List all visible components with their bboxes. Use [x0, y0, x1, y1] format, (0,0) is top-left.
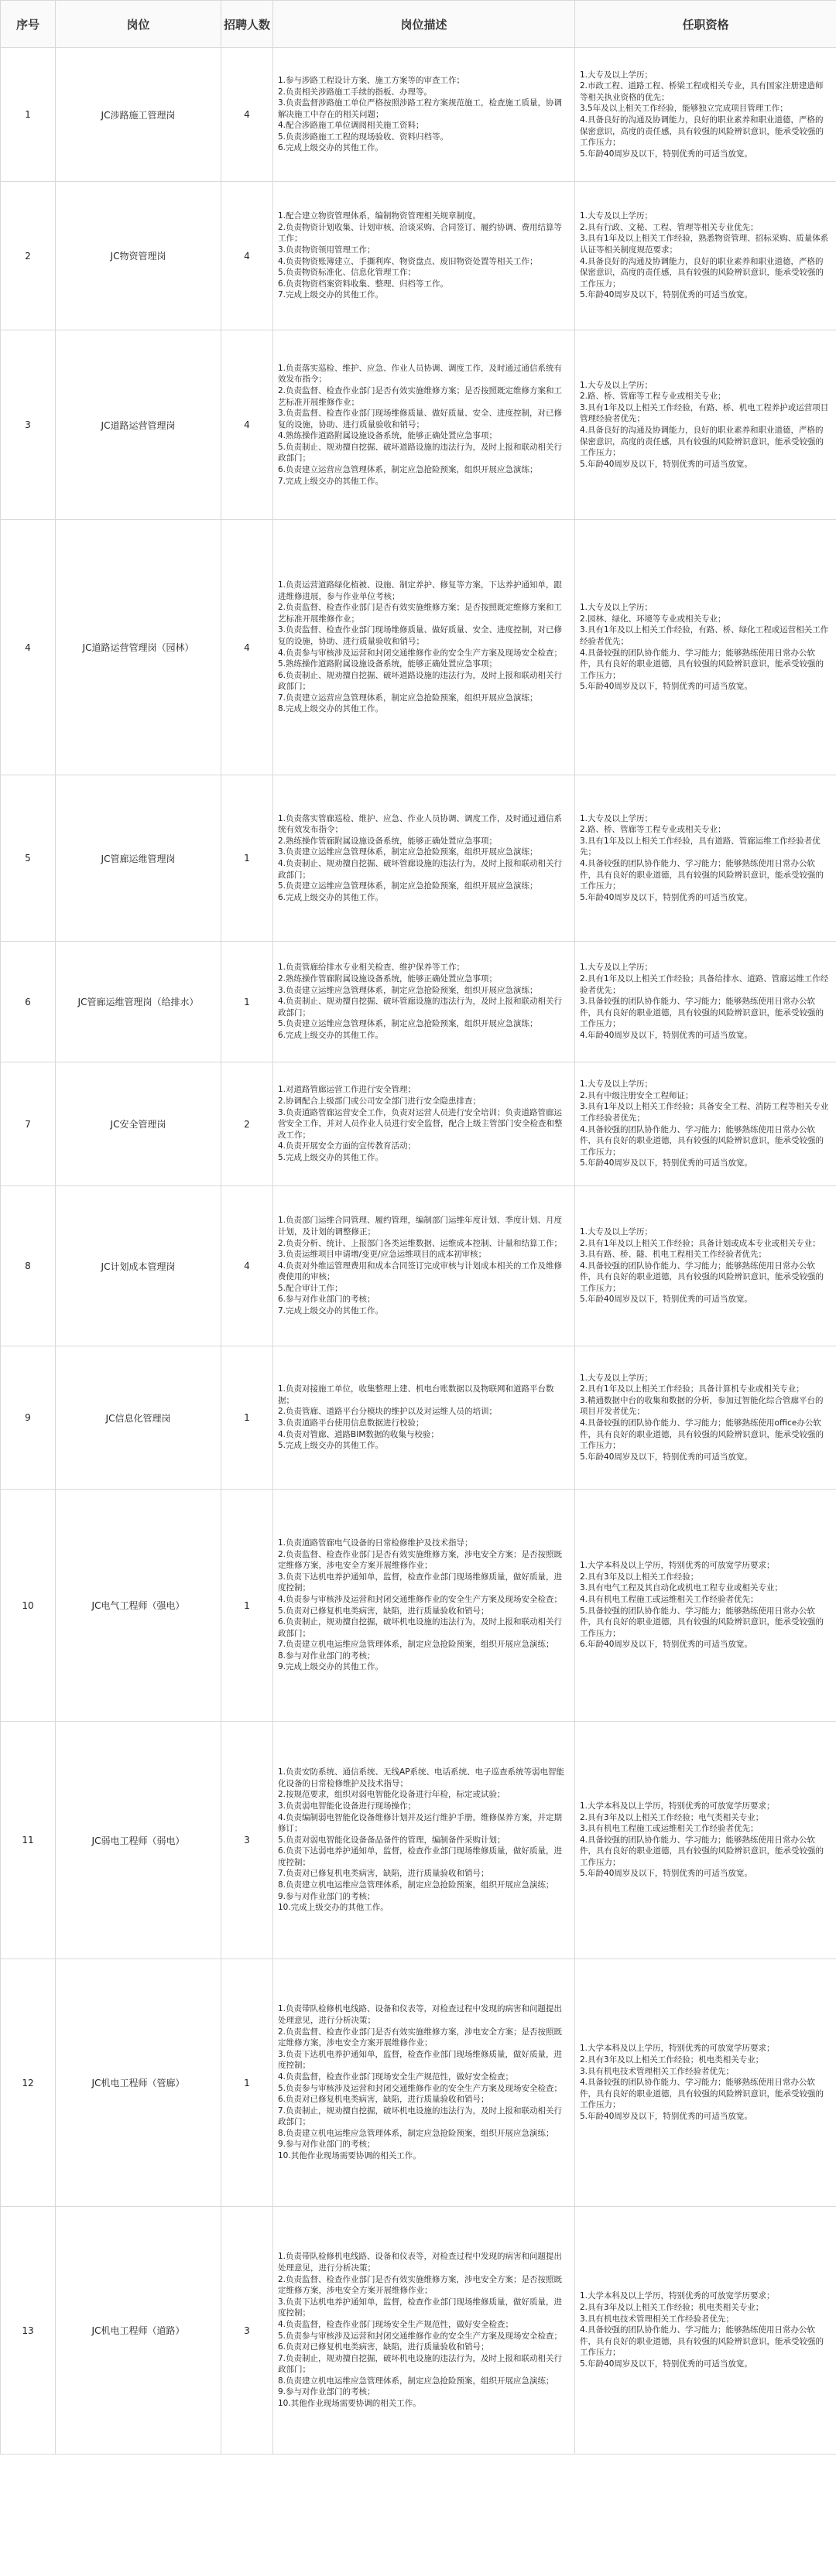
row-seq: 8	[1, 1186, 56, 1346]
row-seq: 10	[1, 1490, 56, 1722]
row-count: 4	[221, 520, 273, 775]
row-description: 1.负责落实管廊巡检、维护、应急、作业人员协调、调度工作，及时通过通信系统有效发布指令； 2.熟练操作管廊附属设施设备系统，能够正确处置应急事项； 3.负责建立运维应急管理体系，制定应急抢险预案，组织开展应急演练； 4.负责制止、规劝擅自挖掘、破坏管廊设施的违法行为，及时上报和联动相关行政部门； 5.负责建立运维应急管理体系，制定应急抢险预案，组织开展应急演练； 6.完成上级交办的其他工作。	[273, 775, 575, 942]
row-requirements: 1.大专及以上学历； 2.园林、绿化、环境等专业或相关专业； 3.具有1年及以上相关工作经验，有路、桥、绿化工程或运营相关工作经验者优先； 4.具备较强的团队协作能力、学习能力；能够熟练使用日常办公软件，具有良好的职业道德，具有较强的风险辨识意识，能承受较强的工作压力； 5.年龄40周岁及以下，特别优秀的可适当放宽。	[575, 520, 836, 775]
row-position: JC管廊运维管理岗	[56, 775, 221, 942]
row-requirements: 1.大学本科及以上学历，特别优秀的可放宽学历要求； 2.具有3年及以上相关工作经验；机电类相关专业； 3.具有机电技术管理相关工作经验者优先； 4.具备较强的团队协作能力、学习能力；能够熟练使用日常办公软件，具有良好的职业道德，具有较强的风险辨识意识，能承受较强的工作压力； 5.年龄40周岁及以下，特别优秀的可适当放宽。	[575, 2207, 836, 2455]
row-requirements: 1.大专及以上学历； 2.具有1年及以上相关工作经验；具备计算机专业或相关专业； 3.精通数据中台的收集和数据的分析，参加过智能化综合管廊平台的项目开发者优先； 4.具备较强的团队协作能力、学习能力；能够熟练使用office办公软件，具有良好的职业道德，具有较强的风险辨识意识，能承受较强的工作压力； 5.年龄40周岁及以下，特别优秀的可适当放宽。	[575, 1346, 836, 1490]
table-row	[1, 1959, 836, 2207]
row-description: 1.负责安防系统、通信系统、无线AP系统、电话系统、电子巡查系统等弱电智能化设备的日常检修维护及技术指导； 2.按规范要求，组织对弱电智能化设备进行年检，标定或试验； 3.负责弱电智能化设备进行现场操作； 4.负责编制弱电智能化设备维修计划并及运行维护手册，维修保养方案，并定期修订； 5.负责对弱电智能化设备备品备件的管理，编制备件采购计划； 6.负责下达弱电养护通知单，监督，检查作业部门现场维修质量，做好质量，进度控制； 7.负责对已修复机电类病害，缺陷，进行质量验收和销号； 8.负责建立机电运维应急管理体系，制定应急抢险预案，组织开展应急演练； 9.参与对作业部门的考核； 10.完成上级交办的其他工作。	[273, 1722, 575, 1959]
table-row	[1, 1490, 836, 1722]
row-position: JC电气工程师（强电）	[56, 1490, 221, 1722]
row-description: 1.负责运营道路绿化植被、设施、制定养护、修复等方案，下达养护通知单，跟进维修进展，参与作业单位考核； 2.负责监督、检查作业部门是否有效实施维修方案；是否按照既定维修方案和工艺标准开展维修作业； 3.负责监督、检查作业部门现场维修质量、做好质量、安全、进度控制，对已修复的设施，协助、进行质量验收和销号； 4.负责参与审核涉及运营和封闭交通维修作业的安全生产方案及现场安全检查； 5.熟练操作道路附属设施设备系统，能够正确处置应急事项； 6.负责制止、规劝擅自挖掘、破坏道路设施的违法行为，及时上报和联动相关行政部门； 7.负责建立运营应急管理体系，制定应急抢险预案，组织开展应急演练； 8.完成上级交办的其他工作。	[273, 520, 575, 775]
row-seq: 13	[1, 2207, 56, 2455]
row-position: JC信息化管理岗	[56, 1346, 221, 1490]
row-requirements: 1.大学本科及以上学历，特别优秀的可放宽学历要求； 2.具有3年及以上相关工作经验；机电类相关专业； 3.具有机电技术管理相关工作经验者优先； 4.具备较强的团队协作能力、学习能力；能够熟练使用日常办公软件，具有良好的职业道德，具有较强的风险辨识意识，能承受较强的工作压力； 5.年龄40周岁及以下，特别优秀的可适当放宽。	[575, 1959, 836, 2207]
row-seq: 5	[1, 775, 56, 942]
table-header-row	[1, 1, 836, 48]
header-requirements: 任职资格	[575, 1, 836, 48]
row-description: 1.负责带队检修机电线路、设备和仪表等，对检查过程中发现的病害和问题提出处理意见，进行分析决策； 2.负责监督、检查作业部门是否有效实施维修方案，涉电安全方案；是否按照既定维修方案，涉电安全方案开展维修作业； 3.负责下达机电养护通知单，监督，检查作业部门现场维修质量，做好质量，进度控制； 4.负责监督，检查作业部门现场安全生产规范性，做好安全检查； 5.负责参与审核涉及运营和封闭交通维修作业的安全生产方案及现场安全检查； 6.负责对已修复机电类病害，缺陷，进行质量验收和销号； 7.负责制止，规劝擅自挖掘，破坏机电设施的违法行为，及时上报和联动相关行政部门； 8.负责建立机电运维应急管理体系，制定应急抢险预案，组织开展应急演练； 9.参与对作业部门的考核； 10.其他作业现场需要协调的相关工作。	[273, 1959, 575, 2207]
row-seq: 2	[1, 182, 56, 330]
row-description: 1.负责部门运维合同管理、履约管理，编制部门运维年度计划、季度计划、月度计划，及计划的调整修正； 2.负责分析、统计、上报部门各类运维数据、运维成本控制、计量和结算工作； 3.负责运维项目申请增/变更/应急运维项目的成本初审核； 4.负责对外维运管理费用和成本合同签订完成审核与计划成本相关的工作及维修费使用的审核； 5.配合审计工作； 6.参与对作业部门的考核； 7.完成上级交办的其他工作。	[273, 1186, 575, 1346]
row-seq: 9	[1, 1346, 56, 1490]
header-count: 招聘人数	[221, 1, 273, 48]
row-position: JC机电工程师（道路）	[56, 2207, 221, 2455]
row-count: 1	[221, 1346, 273, 1490]
table-row	[1, 330, 836, 520]
table-row	[1, 1346, 836, 1490]
row-count: 3	[221, 1722, 273, 1959]
table-row	[1, 520, 836, 775]
row-description: 1.参与涉路工程设计方案、施工方案等的审查工作； 2.负责相关涉路施工手续的指板、办理等。 3.负责监督涉路施工单位严格按照涉路工程方案规范施工，检查施工质量，协调解决施工中存在的相关问题； 4.配合涉路施工单位调阅相关施工资料； 5.负责涉路施工工程的现场验收、资料归档等。 6.完成上级交办的其他工作。	[273, 48, 575, 182]
row-count: 2	[221, 1062, 273, 1186]
row-description: 1.负责对接施工单位，收集整理上建、机电台账数据以及物联网和道路平台数据； 2.负责管廊、道路平台分模块的维护以及对运维人员的培训； 3.负责道路平台使用信息数据进行校验； 4.负责对管廊、道路BIM数据的收集与校验； 5.完成上级交办的其他工作。	[273, 1346, 575, 1490]
row-seq: 4	[1, 520, 56, 775]
table-row	[1, 182, 836, 330]
row-description: 1.负责落实巡检、维护、应急、作业人员协调、调度工作，及时通过通信系统有效发布指令； 2.负责监督、检查作业部门是否有效实施维修方案；是否按照既定维修方案和工艺标准开展维修作业； 3.负责监督、检查作业部门现场维修质量、做好质量、安全、进度控制，对已修复的设施，协助、进行质量验收和销号； 4.熟练操作道路附属设施设备系统，能够正确处置应急事项； 5.负责制止、规劝擅自挖掘、破坏道路设施的违法行为，及时上报和联动相关行政部门； 6.负责建立运营应急管理体系，制定应急抢险预案，组织开展应急演练； 7.完成上级交办的其他工作。	[273, 330, 575, 520]
table-row	[1, 48, 836, 182]
table-row	[1, 775, 836, 942]
row-position: JC物资管理岗	[56, 182, 221, 330]
row-count: 1	[221, 1490, 273, 1722]
row-position: JC管廊运维管理岗（给排水）	[56, 942, 221, 1062]
row-requirements: 1.大专及以上学历； 2.路、桥、管廊等工程专业或相关专业； 3.具有1年及以上相关工作经验，有路、桥、机电工程养护或运营项目管理经验者优先； 4.具备良好的沟通及协调能力，良好的职业素养和职业道德，严格的保密意识，高度的责任感，具有较强的风险辨识意识，能承受较强的工作压力； 5.年龄40周岁及以下，特别优秀的可适当放宽。	[575, 330, 836, 520]
row-count: 1	[221, 775, 273, 942]
row-position: JC机电工程师（管廊）	[56, 1959, 221, 2207]
table-row	[1, 1062, 836, 1186]
row-description: 1.负责管廊给排水专业相关检查、维护保养等工作； 2.熟练操作管廊附属设施设备系统，能够正确处置应急事项； 3.负责建立运维应急管理体系，制定应急抢险预案，组织开展应急演练； 4.负责制止、规劝擅自挖掘、破坏管廊设施的违法行为，及时上报和联动相关行政部门； 5.负责建立运维应急管理体系，制定应急抢险预案，组织开展应急演练； 6.完成上级交办的其他工作。	[273, 942, 575, 1062]
row-description: 1.对道路管廊运营工作进行安全管理； 2.协调配合上级部门或公司安全部门进行安全隐患排查； 3.负责道路管廊运营安全工作，负责对运营人员进行安全培训；负责道路管廊运营安全工作，并对人员作业人员进行安全监督，配合上级主管部门安全检查和整改工作； 4.负责开展安全方面的宣传教育活动； 5.完成上级交办的其他工作。	[273, 1062, 575, 1186]
row-position: JC道路运营管理岗（园林）	[56, 520, 221, 775]
row-count: 1	[221, 942, 273, 1062]
header-description: 岗位描述	[273, 1, 575, 48]
row-position: JC道路运营管理岗	[56, 330, 221, 520]
table-row	[1, 942, 836, 1062]
row-position: JC涉路施工管理岗	[56, 48, 221, 182]
row-seq: 12	[1, 1959, 56, 2207]
row-position: JC弱电工程师（弱电）	[56, 1722, 221, 1959]
row-count: 4	[221, 48, 273, 182]
header-seq: 序号	[1, 1, 56, 48]
row-description: 1.负责带队检修机电线路、设备和仪表等，对检查过程中发现的病害和问题提出处理意见，进行分析决策； 2.负责监督、检查作业部门是否有效实施维修方案，涉电安全方案；是否按照既定维修方案，涉电安全方案开展维修作业； 3.负责下达机电养护通知单，监督，检查作业部门现场维修质量，做好质量，进度控制； 4.负责监督，检查作业部门现场安全生产规范性，做好安全检查； 5.负责参与审核涉及运营和封闭交通维修作业的安全生产方案及现场安全检查； 6.负责对已修复机电类病害，缺陷，进行质量验收和销号； 7.负责制止，规劝擅自挖掘，破坏机电设施的违法行为，及时上报和联动相关行政部门； 8.负责建立机电运维应急管理体系，制定应急抢险预案，组织开展应急演练； 9.参与对作业部门的考核； 10.其他作业现场需要协调的相关工作。	[273, 2207, 575, 2455]
row-requirements: 1.大专及以上学历； 2.具有中级注册安全工程师证； 3.具有1年及以上相关工作经验；具备安全工程、消防工程等相关专业工作经验者优先； 4.具备较强的团队协作能力、学习能力；能够熟练使用日常办公软件，具有良好的职业道德，具有较强的风险辨识意识，能承受较强的工作压力； 5.年龄40周岁及以下，特别优秀的可适当放宽。	[575, 1062, 836, 1186]
row-seq: 1	[1, 48, 56, 182]
row-seq: 7	[1, 1062, 56, 1186]
row-count: 4	[221, 182, 273, 330]
table-row	[1, 1186, 836, 1346]
row-requirements: 1.大专及以上学历； 2.具有1年及以上相关工作经验；具备计划或成本专业或相关专业； 3.具有路、桥、隧、机电工程相关工作经验者优先； 4.具备较强的团队协作能力、学习能力；能够熟练使用日常办公软件，具有良好的职业道德，具有较强的风险辨识意识，能承受较强的工作压力； 5.年龄40周岁及以下，特别优秀的可适当放宽。	[575, 1186, 836, 1346]
row-count: 1	[221, 1959, 273, 2207]
row-count: 4	[221, 1186, 273, 1346]
table-row	[1, 2207, 836, 2455]
row-position: JC计划成本管理岗	[56, 1186, 221, 1346]
row-requirements: 1.大专及以上学历； 2.具有1年及以上相关工作经验；具备给排水、道路、管廊运维工作经验者优先； 3.具备较强的团队协作能力、学习能力；能够熟练使用日常办公软件，具有良好的职业道德，具有较强的风险辨识意识，能承受较强的工作压力； 4.年龄40周岁及以下，特别优秀的可适当放宽。	[575, 942, 836, 1062]
row-requirements: 1.大专及以上学历； 2.路、桥、管廊等工程专业或相关专业； 3.具有1年及以上相关工作经验，具有道路、管廊运维工作经验者优先； 4.具备较强的团队协作能力、学习能力；能够熟练使用日常办公软件，具有良好的职业道德，具有较强的风险辨识意识，能承受较强的工作压力； 5.年龄40周岁及以下，特别优秀的可适当放宽。	[575, 775, 836, 942]
row-seq: 3	[1, 330, 56, 520]
row-requirements: 1.大学本科及以上学历，特别优秀的可放宽学历要求； 2.具有3年及以上相关工作经验；电气类相关专业； 3.具有机电工程施工或运维相关工作经验者优先； 4.具备较强的团队协作能力、学习能力；能够熟练使用日常办公软件，具有良好的职业道德，具有较强的风险辨识意识，能承受较强的工作压力； 5.年龄40周岁及以下，特别优秀的可适当放宽。	[575, 1722, 836, 1959]
row-requirements: 1.大学本科及以上学历，特别优秀的可放宽学历要求； 2.具有3年及以上相关工作经验； 3.具有电气工程及其自动化或机电工程专业或相关专业； 4.具有机电工程施工或运维相关工作经验者优先； 5.具备较强的团队协作能力、学习能力；能够熟练使用日常办公软件，具有良好的职业道德，具有较强的风险辨识意识，能承受较强的工作压力； 6.年龄40周岁及以下，特别优秀的可适当放宽。	[575, 1490, 836, 1722]
row-count: 4	[221, 330, 273, 520]
row-requirements: 1.大专及以上学历； 2.市政工程、道路工程、桥梁工程或相关专业，具有国家注册建造师等相关执业资格的优先； 3.5年及以上相关工作经验，能够独立完成项目管理工作； 4.具备良好的沟通及协调能力，良好的职业素养和职业道德，严格的保密意识，高度的责任感，具有较强的风险辨识意识，能承受较强的工作压力； 5.年龄40周岁及以下，特别优秀的可适当放宽。	[575, 48, 836, 182]
row-requirements: 1.大专及以上学历； 2.具有行政、文秘、工程、管理等相关专业优先； 3.具有1年及以上相关工作经验，熟悉物资管理、招标采购、质量体系认证等相关制度规范要求； 4.具备良好的沟通及协调能力，良好的职业素养和职业道德，严格的保密意识，高度的责任感，具有较强的风险辨识意识，能承受较强的工作压力； 5.年龄40周岁及以下，特别优秀的可适当放宽。	[575, 182, 836, 330]
row-seq: 11	[1, 1722, 56, 1959]
row-description: 1.负责道路管廊电气设备的日常检修维护及技术指导； 2.负责监督、检查作业部门是否有效实施维修方案，涉电安全方案；是否按照既定维修方案，涉电安全方案开展维修作业； 3.负责下达机电养护通知单，监督，检查作业部门现场维修质量，做好质量，进度控制； 4.负责参与审核涉及运营和封闭交通维修作业的安全生产方案及现场安全检查； 5.负责对已修复机电类病害，缺陷，进行质量验收和销号； 6.负责制止，规劝擅自挖掘，破坏机电设施的违法行为，及时上报和联动相关行政部门； 7.负责建立机电运维应急管理体系，制定应急抢险预案，组织开展应急演练； 8.参与对作业部门的考核； 9.完成上级交办的其他工作。	[273, 1490, 575, 1722]
table-row	[1, 1722, 836, 1959]
row-position: JC安全管理岗	[56, 1062, 221, 1186]
row-description: 1.配合建立物资管理体系，编制物资管理相关规章制度。 2.负责物资计划收集、计划审核、洽谈采购、合同签订、履约协调、费用结算等工作； 3.负责物资领用管理工作； 4.负责物资账簿建立、手撕利库、物资盘点、废旧物资处置等相关工作； 5.负责物资标准化、信息化管理工作； 6.负责物资档案资料收集、整理、归档等工作。 7.完成上级交办的其他工作。	[273, 182, 575, 330]
row-count: 3	[221, 2207, 273, 2455]
row-seq: 6	[1, 942, 56, 1062]
header-position: 岗位	[56, 1, 221, 48]
